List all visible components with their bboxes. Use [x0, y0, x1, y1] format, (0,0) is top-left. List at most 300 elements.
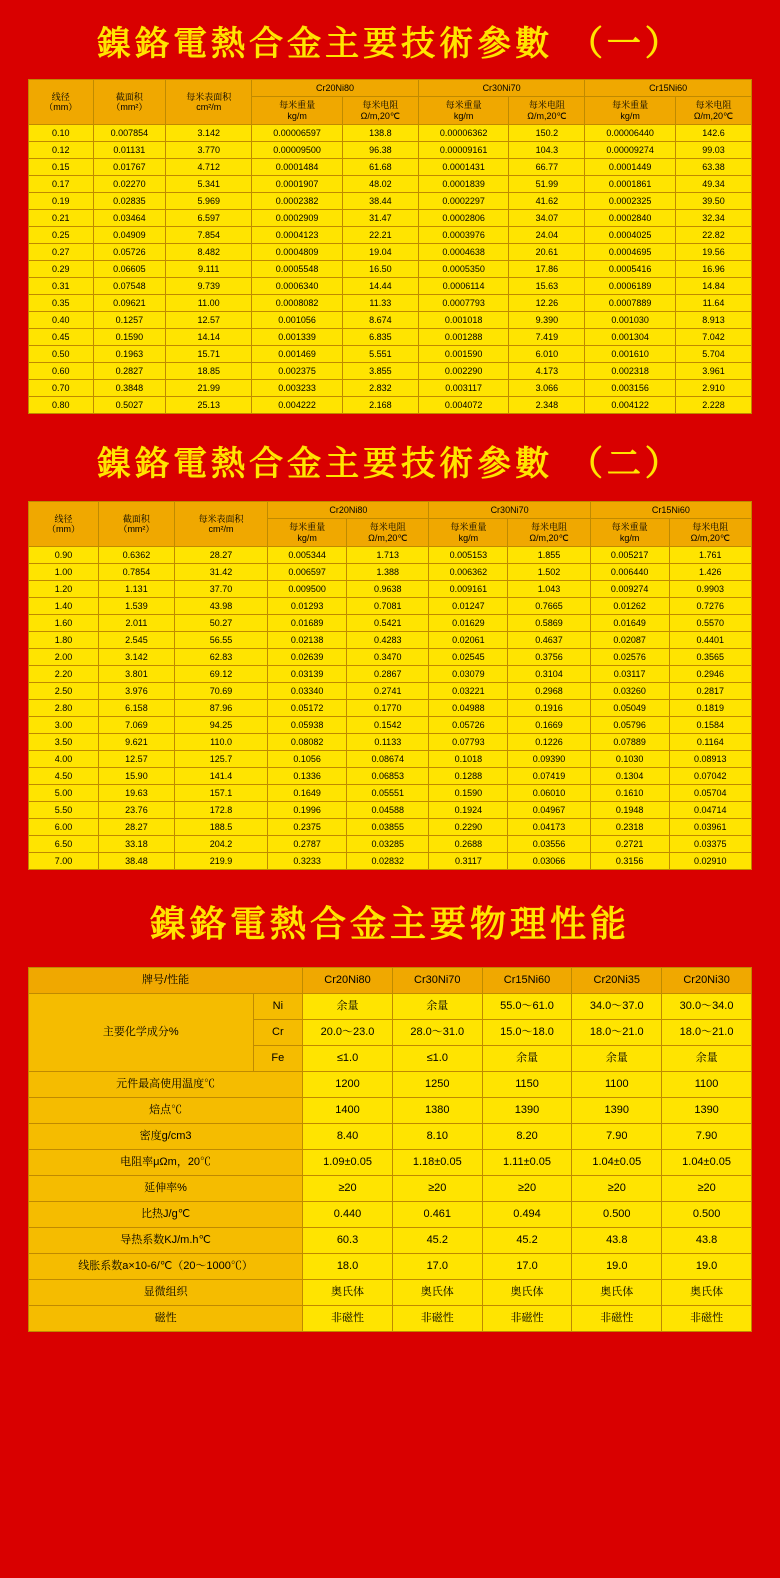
table-row [29, 346, 752, 363]
table-cell: 0.0001484 [252, 159, 343, 176]
table-cell: 0.40 [29, 312, 94, 329]
table-cell: 0.003156 [585, 380, 676, 397]
table-cell: 1.04±0.05 [662, 1150, 752, 1176]
table-cell: 16.96 [675, 261, 751, 278]
table-row [29, 1280, 752, 1306]
table-cell: 0.15 [29, 159, 94, 176]
sub-resistance-3: 每米电阻 Ω/m,20℃ [675, 97, 751, 125]
table-cell: 16.50 [342, 261, 418, 278]
table-cell: 0.03855 [347, 819, 429, 836]
table-cell: 0.0008082 [252, 295, 343, 312]
table-cell: 0.1924 [429, 802, 508, 819]
table-cell: 66.77 [509, 159, 585, 176]
table-cell: 余量 [392, 994, 482, 1020]
table-cell: 0.3156 [590, 853, 669, 870]
table-cell: 0.005153 [429, 547, 508, 564]
table-cell: 0.80 [29, 397, 94, 414]
table-cell: 0.0005548 [252, 261, 343, 278]
table-cell: 6.597 [166, 210, 252, 227]
table-row [29, 853, 752, 870]
table-cell: 0.01247 [429, 598, 508, 615]
page-title-tech-2: 鎳鉻電熱合金主要技術參數 （二） [97, 444, 683, 485]
tech-table-2 [28, 501, 752, 870]
table-cell: 1390 [662, 1098, 752, 1124]
table-row [29, 380, 752, 397]
table-cell: 0.04909 [93, 227, 166, 244]
table-cell: 奥氏体 [482, 1280, 572, 1306]
group-cr30ni70: Cr30Ni70 [418, 80, 585, 97]
table-cell: 0.3848 [93, 380, 166, 397]
table-cell: 0.494 [482, 1202, 572, 1228]
table-cell: 0.0002382 [252, 193, 343, 210]
table-row [29, 329, 752, 346]
table-cell: 15.63 [509, 278, 585, 295]
table-cell: 157.1 [174, 785, 267, 802]
table-cell: 0.29 [29, 261, 94, 278]
table-cell: 0.1590 [93, 329, 166, 346]
table-cell: 0.001018 [418, 312, 509, 329]
table-cell: 0.04173 [508, 819, 590, 836]
table-cell: 61.68 [342, 159, 418, 176]
table-cell: 0.1669 [508, 717, 590, 734]
table-cell: 0.001610 [585, 346, 676, 363]
table-cell: 0.1610 [590, 785, 669, 802]
table-cell: 2.50 [29, 683, 99, 700]
table-cell: 0.0002325 [585, 193, 676, 210]
table-cell: 0.0001839 [418, 176, 509, 193]
table-row [29, 1124, 752, 1150]
table-cell: 0.2688 [429, 836, 508, 853]
table-cell: 0.009274 [590, 581, 669, 598]
table-cell: 45.2 [392, 1228, 482, 1254]
table-cell: 24.04 [509, 227, 585, 244]
table-cell: 32.34 [675, 210, 751, 227]
table-cell: 0.500 [662, 1202, 752, 1228]
table-cell: 19.63 [99, 785, 175, 802]
table-cell: 0.02138 [268, 632, 347, 649]
table-cell: 0.00006597 [252, 125, 343, 142]
table-cell: 0.01649 [590, 615, 669, 632]
table-cell: 7.042 [675, 329, 751, 346]
table-cell: 1.043 [508, 581, 590, 598]
table-cell: 0.03375 [669, 836, 751, 853]
table-cell: 0.9638 [347, 581, 429, 598]
table-cell: 0.1819 [669, 700, 751, 717]
table-cell: 7.00 [29, 853, 99, 870]
table-cell: 0.00006362 [418, 125, 509, 142]
col-surface-area: 每米表面积 cm²/m [174, 502, 267, 547]
table-cell: ≥20 [392, 1176, 482, 1202]
table-cell: 0.6362 [99, 547, 175, 564]
table-row [29, 819, 752, 836]
table-cell: 1.20 [29, 581, 99, 598]
table-cell: 9.739 [166, 278, 252, 295]
table-row [29, 227, 752, 244]
table-cell: 39.50 [675, 193, 751, 210]
table-cell: 0.06853 [347, 768, 429, 785]
table-cell: 94.25 [174, 717, 267, 734]
table-cell: 0.03340 [268, 683, 347, 700]
table-cell: 3.855 [342, 363, 418, 380]
table-cell: 奥氏体 [662, 1280, 752, 1306]
table-row [29, 734, 752, 751]
table-cell: 0.09621 [93, 295, 166, 312]
table-cell: 0.2968 [508, 683, 590, 700]
table-cell: 3.142 [99, 649, 175, 666]
tech-table-1-head [29, 80, 752, 125]
table-row [29, 564, 752, 581]
table-cell: 0.1649 [268, 785, 347, 802]
table-cell: 0.9903 [669, 581, 751, 598]
table-cell: 0.00009274 [585, 142, 676, 159]
table-cell: 0.7276 [669, 598, 751, 615]
table-cell: 50.27 [174, 615, 267, 632]
table-cell: 38.44 [342, 193, 418, 210]
table-cell: 2.168 [342, 397, 418, 414]
table-cell: 1400 [303, 1098, 393, 1124]
sub-weight-3: 每米重量 kg/m [590, 519, 669, 547]
table-cell: 0.5869 [508, 615, 590, 632]
table-row [29, 397, 752, 414]
table-cell: 0.3104 [508, 666, 590, 683]
table-cell: 0.3565 [669, 649, 751, 666]
table-cell: 2.00 [29, 649, 99, 666]
table-cell: 0.09390 [508, 751, 590, 768]
table-cell: 0.03079 [429, 666, 508, 683]
table-cell: 7.419 [509, 329, 585, 346]
table-cell: 3.801 [99, 666, 175, 683]
table-cell: 8.482 [166, 244, 252, 261]
table-row [29, 785, 752, 802]
table-cell: 0.01629 [429, 615, 508, 632]
table-cell: 22.21 [342, 227, 418, 244]
table-cell: 0.0004025 [585, 227, 676, 244]
table-cell: 4.712 [166, 159, 252, 176]
group-cr15ni60: Cr15Ni60 [585, 80, 752, 97]
table-cell: 87.96 [174, 700, 267, 717]
table-row [29, 210, 752, 227]
table-cell: 62.83 [174, 649, 267, 666]
table-cell: 15.90 [99, 768, 175, 785]
table-cell: 1150 [482, 1072, 572, 1098]
table-cell: 3.00 [29, 717, 99, 734]
table-cell: 0.03556 [508, 836, 590, 853]
table-cell: 0.08082 [268, 734, 347, 751]
table-cell: 1380 [392, 1098, 482, 1124]
table-cell: 99.03 [675, 142, 751, 159]
table-cell: 1100 [572, 1072, 662, 1098]
table-cell: 60.3 [303, 1228, 393, 1254]
table-cell: 0.03285 [347, 836, 429, 853]
table-cell: 14.44 [342, 278, 418, 295]
phys-col-alloy: Cr20Ni30 [662, 968, 752, 994]
table-cell: 0.004222 [252, 397, 343, 414]
table-cell: 25.13 [166, 397, 252, 414]
table-cell: 0.02639 [268, 649, 347, 666]
table-cell: 0.01689 [268, 615, 347, 632]
table-cell: 1200 [303, 1072, 393, 1098]
table-cell: 0.007854 [93, 125, 166, 142]
table-cell: 3.066 [509, 380, 585, 397]
table-row [29, 278, 752, 295]
table-cell: 7.854 [166, 227, 252, 244]
table-cell: 0.05172 [268, 700, 347, 717]
table-cell: 20.0～23.0 [303, 1020, 393, 1046]
table-cell: 1.09±0.05 [303, 1150, 393, 1176]
table-cell: 0.1164 [669, 734, 751, 751]
table-cell: 0.3117 [429, 853, 508, 870]
table-cell: 142.6 [675, 125, 751, 142]
table-cell: 奥氏体 [572, 1280, 662, 1306]
table-cell: ≤1.0 [303, 1046, 393, 1072]
table-cell: 2.910 [675, 380, 751, 397]
table-cell: 0.04988 [429, 700, 508, 717]
table-cell: 6.835 [342, 329, 418, 346]
table-cell: 0.08674 [347, 751, 429, 768]
table-cell: ≥20 [662, 1176, 752, 1202]
table-cell: 0.50 [29, 346, 94, 363]
phys-row-label: 比热J/g℃ [29, 1202, 303, 1228]
table-cell: 0.07419 [508, 768, 590, 785]
table-cell: 0.01131 [93, 142, 166, 159]
table-cell: 0.001056 [252, 312, 343, 329]
table-cell: 0.31 [29, 278, 94, 295]
group-cr20ni80: Cr20Ni80 [268, 502, 429, 519]
table-cell: 43.8 [572, 1228, 662, 1254]
table-cell: 12.26 [509, 295, 585, 312]
table-cell: 0.002375 [252, 363, 343, 380]
phys-element-label: Ni [253, 994, 303, 1020]
table-cell: 1250 [392, 1072, 482, 1098]
page-title-physical: 鎳鉻電熱合金主要物理性能 [149, 903, 630, 946]
col-section-area: 截面积 （mm²） [99, 502, 175, 547]
table-cell: 1.539 [99, 598, 175, 615]
table-cell: 0.1590 [429, 785, 508, 802]
table-cell: 0.004122 [585, 397, 676, 414]
col-wire-diameter: 线径 （mm） [29, 502, 99, 547]
phys-col-alloy: Cr30Ni70 [392, 968, 482, 994]
table-cell: 31.47 [342, 210, 418, 227]
table-cell: 0.00009161 [418, 142, 509, 159]
table-cell: 0.0002840 [585, 210, 676, 227]
table-cell: 22.82 [675, 227, 751, 244]
table-cell: 0.1542 [347, 717, 429, 734]
phys-row-label: 线胀系数a×10-6/℃（20～1000℃） [29, 1254, 303, 1280]
table-cell: 0.2827 [93, 363, 166, 380]
table-row [29, 1150, 752, 1176]
table-cell: 0.03464 [93, 210, 166, 227]
table-cell: 8.913 [675, 312, 751, 329]
table-row [29, 159, 752, 176]
table-cell: 0.0001431 [418, 159, 509, 176]
table-cell: 2.348 [509, 397, 585, 414]
table-cell: 37.70 [174, 581, 267, 598]
table-cell: 0.0007889 [585, 295, 676, 312]
table-cell: 0.7854 [99, 564, 175, 581]
phys-row-label: 延伸率% [29, 1176, 303, 1202]
table-cell: 18.85 [166, 363, 252, 380]
table-cell: 0.35 [29, 295, 94, 312]
table-cell: 0.45 [29, 329, 94, 346]
phys-row-label: 导热系数KJ/m.h℃ [29, 1228, 303, 1254]
table-cell: 0.500 [572, 1202, 662, 1228]
sub-resistance-1: 每米电阻 Ω/m,20℃ [342, 97, 418, 125]
table-cell: 0.002318 [585, 363, 676, 380]
table-cell: 0.10 [29, 125, 94, 142]
table-cell: 1.04±0.05 [572, 1150, 662, 1176]
table-cell: 43.98 [174, 598, 267, 615]
table-cell: 5.341 [166, 176, 252, 193]
sub-weight-1: 每米重量 kg/m [252, 97, 343, 125]
sub-resistance-2: 每米电阻 Ω/m,20℃ [509, 97, 585, 125]
table-cell: 48.02 [342, 176, 418, 193]
phys-col-grade: 牌号/性能 [29, 968, 303, 994]
table-cell: 110.0 [174, 734, 267, 751]
table-cell: 0.03139 [268, 666, 347, 683]
table-cell: 0.001030 [585, 312, 676, 329]
table-cell: 0.0004123 [252, 227, 343, 244]
physical-properties-table [28, 967, 752, 1332]
table-cell: ≤1.0 [392, 1046, 482, 1072]
table-cell: 9.111 [166, 261, 252, 278]
table-cell: 17.86 [509, 261, 585, 278]
table-cell: 1.11±0.05 [482, 1150, 572, 1176]
table-cell: 奥氏体 [392, 1280, 482, 1306]
table-cell: 0.7081 [347, 598, 429, 615]
table-cell: 0.04588 [347, 802, 429, 819]
table-cell: 0.27 [29, 244, 94, 261]
table-cell: 0.009161 [429, 581, 508, 598]
table-cell: 0.02545 [429, 649, 508, 666]
sub-resistance-1: 每米电阻 Ω/m,20℃ [347, 519, 429, 547]
table-cell: 188.5 [174, 819, 267, 836]
table-row [29, 1176, 752, 1202]
phys-row-label: 显微组织 [29, 1280, 303, 1306]
table-row [29, 312, 752, 329]
table-cell: 0.90 [29, 547, 99, 564]
table-cell: 0.1916 [508, 700, 590, 717]
table-cell: 0.03961 [669, 819, 751, 836]
table-cell: 0.1018 [429, 751, 508, 768]
tech-table-2-body [29, 547, 752, 870]
group-cr20ni80: Cr20Ni80 [252, 80, 419, 97]
table-cell: 0.461 [392, 1202, 482, 1228]
table-cell: 69.12 [174, 666, 267, 683]
table-cell: 21.99 [166, 380, 252, 397]
table-cell: 0.04967 [508, 802, 590, 819]
table-cell: 9.621 [99, 734, 175, 751]
table-cell: 0.60 [29, 363, 94, 380]
table-cell: 0.21 [29, 210, 94, 227]
table-row [29, 836, 752, 853]
table-cell: 1.60 [29, 615, 99, 632]
table-cell: 0.12 [29, 142, 94, 159]
table-cell: 0.0004695 [585, 244, 676, 261]
table-cell: 28.27 [174, 547, 267, 564]
table-cell: 0.003233 [252, 380, 343, 397]
table-cell: 0.70 [29, 380, 94, 397]
table-cell: 0.4637 [508, 632, 590, 649]
table-cell: 15.0～18.0 [482, 1020, 572, 1046]
table-cell: 0.0002909 [252, 210, 343, 227]
table-cell: 5.50 [29, 802, 99, 819]
phys-col-alloy: Cr15Ni60 [482, 968, 572, 994]
table-cell: 8.20 [482, 1124, 572, 1150]
table-cell: 0.2787 [268, 836, 347, 853]
page-title-tech-1: 鎳鉻電熱合金主要技術參數 （一） [97, 24, 683, 64]
table-cell: 0.25 [29, 227, 94, 244]
table-cell: 0.5570 [669, 615, 751, 632]
table-cell: 1.18±0.05 [392, 1150, 482, 1176]
sub-resistance-2: 每米电阻 Ω/m,20℃ [508, 519, 590, 547]
phys-row-label: 元件最高使用温度℃ [29, 1072, 303, 1098]
table-cell: 8.674 [342, 312, 418, 329]
table-cell: 11.33 [342, 295, 418, 312]
table-cell: 0.0003976 [418, 227, 509, 244]
table-row [29, 244, 752, 261]
table-row [29, 615, 752, 632]
table-cell: 0.02832 [347, 853, 429, 870]
table-cell: 非磁性 [662, 1306, 752, 1332]
table-cell: 18.0～21.0 [572, 1020, 662, 1046]
phys-body [29, 994, 752, 1332]
table-cell: 17.0 [482, 1254, 572, 1280]
table-cell: 0.2721 [590, 836, 669, 853]
table-cell: 18.0～21.0 [662, 1020, 752, 1046]
table-cell: 0.00006440 [585, 125, 676, 142]
table-cell: 0.1133 [347, 734, 429, 751]
table-cell: 0.001469 [252, 346, 343, 363]
phys-row-label: 焙点℃ [29, 1098, 303, 1124]
table-cell: 0.02910 [669, 853, 751, 870]
table-cell: 34.07 [509, 210, 585, 227]
table-cell: 0.07793 [429, 734, 508, 751]
table-cell: 0.2290 [429, 819, 508, 836]
table-cell: 余量 [303, 994, 393, 1020]
table-cell: 49.34 [675, 176, 751, 193]
table-cell: 1.761 [669, 547, 751, 564]
table-cell: 4.00 [29, 751, 99, 768]
table-cell: 0.001288 [418, 329, 509, 346]
phys-row-label: 电阻率μΩm，20℃ [29, 1150, 303, 1176]
table-cell: 0.06605 [93, 261, 166, 278]
table-row [29, 632, 752, 649]
table-cell: 18.0 [303, 1254, 393, 1280]
table-cell: 7.069 [99, 717, 175, 734]
table-cell: 0.1056 [268, 751, 347, 768]
table-cell: 104.3 [509, 142, 585, 159]
table-cell: 0.004072 [418, 397, 509, 414]
phys-col-alloy: Cr20Ni80 [303, 968, 393, 994]
table-row [29, 1254, 752, 1280]
table-cell: ≥20 [482, 1176, 572, 1202]
table-cell: 0.04714 [669, 802, 751, 819]
table-cell: 0.0004638 [418, 244, 509, 261]
table-cell: 55.0～61.0 [482, 994, 572, 1020]
table-cell: 0.1030 [590, 751, 669, 768]
table-cell: 0.005344 [268, 547, 347, 564]
table-cell: 0.02576 [590, 649, 669, 666]
table-cell: 11.00 [166, 295, 252, 312]
table-cell: 非磁性 [303, 1306, 393, 1332]
table-row [29, 1202, 752, 1228]
table-cell: 0.5027 [93, 397, 166, 414]
table-cell: 0.1288 [429, 768, 508, 785]
table-cell: 11.64 [675, 295, 751, 312]
table-cell: 6.50 [29, 836, 99, 853]
tech-table-1 [28, 79, 752, 414]
table-row [29, 295, 752, 312]
